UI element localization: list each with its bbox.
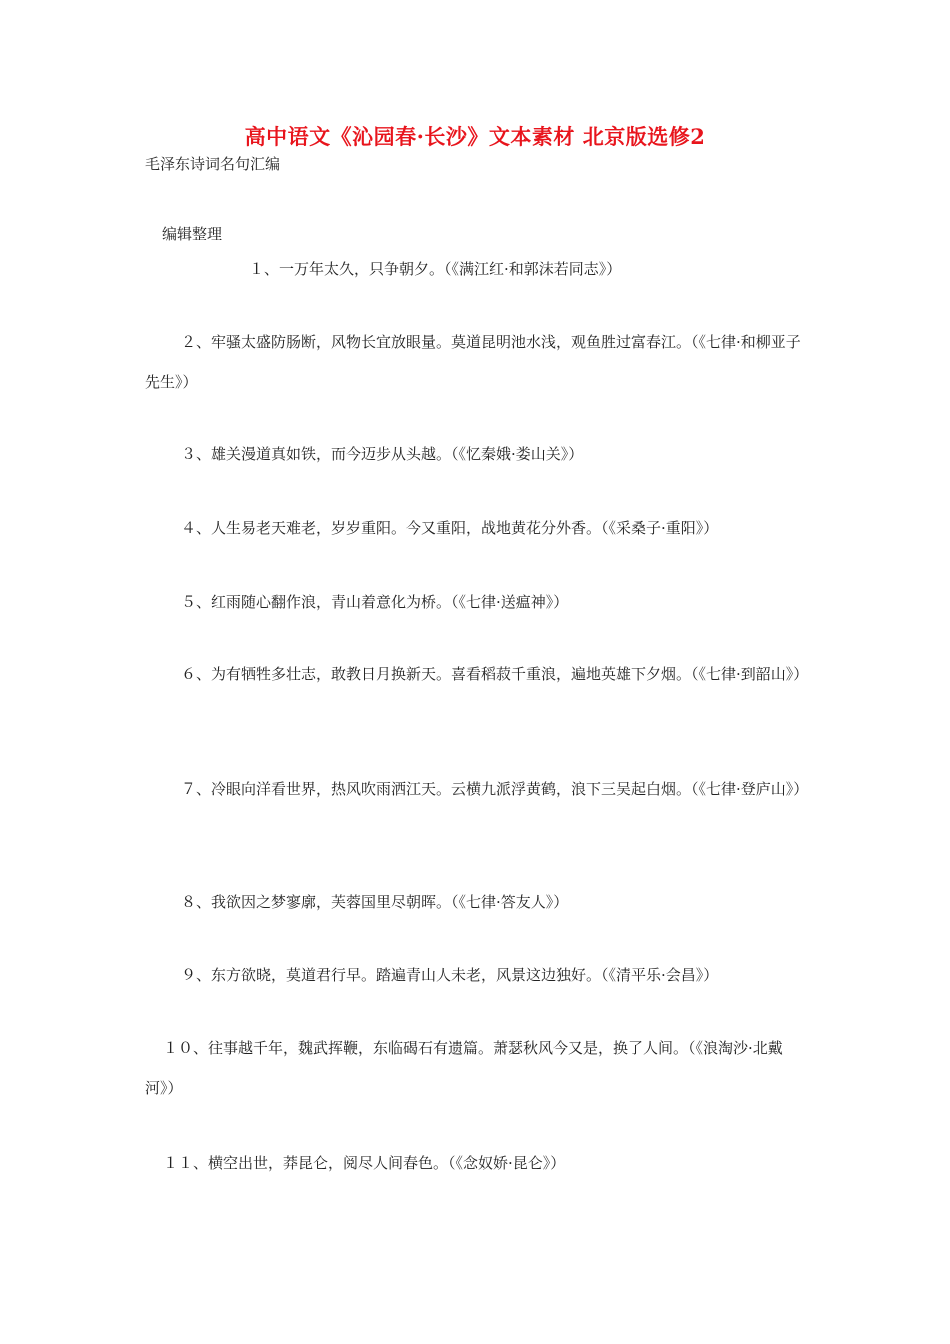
- document-title: 高中语文《沁园春·长沙》文本素材 北京版选修2: [244, 124, 706, 149]
- quote-item-10: １０、往事越千年，魏武挥鞭，东临碣石有遗篇。萧瑟秋风今又是，换了人间。（《浪淘沙·北戴河》）: [145, 1039, 783, 1097]
- quote-item-2: ２、牢骚太盛防肠断，风物长宜放眼量。莫道昆明池水浅，观鱼胜过富春江。（《七律·和柳亚子先生》）: [145, 333, 801, 391]
- document-subtitle: 毛泽东诗词名句汇编: [145, 155, 281, 173]
- quote-item-5: ５、红雨随心翻作浪，青山着意化为桥。（《七律·送瘟神》）: [181, 593, 569, 611]
- quote-item-7: ７、冷眼向洋看世界，热风吹雨洒江天。云横九派浮黄鹤，浪下三吴起白烟。（《七律·登庐山》）: [181, 780, 809, 798]
- quote-item-9: ９、东方欲晓，莫道君行早。踏遍青山人未老，风景这边独好。（《清平乐·会昌》）: [181, 966, 719, 984]
- quote-item-11: １１、横空出世，莽昆仑，阅尽人间春色。（《念奴娇·昆仑》）: [163, 1154, 566, 1172]
- quote-item-1: １、一万年太久，只争朝夕。（《满江红·和郭沫若同志》）: [249, 260, 622, 278]
- editor-note: 编辑整理: [162, 225, 223, 243]
- quote-item-6: ６、为有牺牲多壮志，敢教日月换新天。喜看稻菽千重浪，遍地英雄下夕烟。（《七律·到韶山》）: [181, 665, 809, 683]
- quote-item-8: ８、我欲因之梦寥廓，芙蓉国里尽朝晖。（《七律·答友人》）: [181, 893, 569, 911]
- quote-item-4: ４、人生易老天难老，岁岁重阳。今又重阳，战地黄花分外香。（《采桑子·重阳》）: [181, 519, 719, 537]
- quote-item-3: ３、雄关漫道真如铁，而今迈步从头越。（《忆秦娥·娄山关》）: [181, 445, 584, 463]
